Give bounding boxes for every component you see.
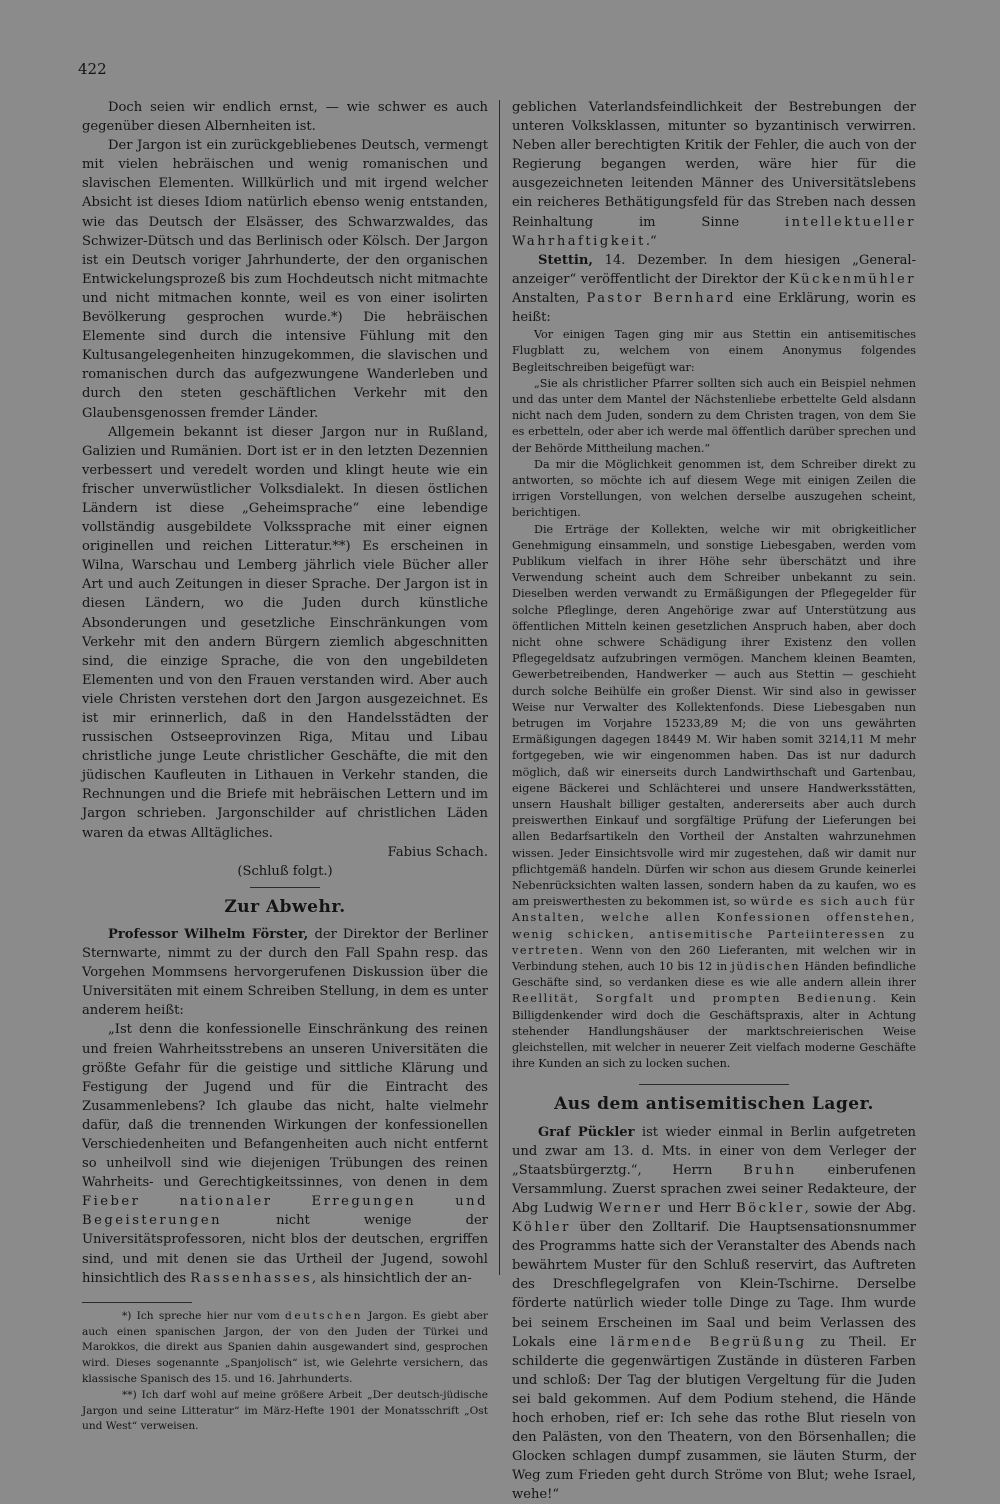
- stettin-spaced-2: Pastor Bernhard: [586, 290, 737, 306]
- decl-spaced-1: würde es sich auch für Anstalten, welche allen Konfessionen offenstehen, wenig schicken, antisemitische Parteiinteressen zu vertreten: [512, 895, 916, 957]
- stettin-text-a: 14. Dezember. In dem hiesigen „General-anzeiger“ veröffentlicht der Direktor der: [512, 252, 916, 287]
- quote-spaced-1: Fieber nationaler Erregungen und Begeisterungen: [82, 1194, 488, 1229]
- declaration-p1: Vor einigen Tagen ging mir aus Stettin ein antisemitisches Flugblatt zu, welchem von einem Anonymus folgendes Begleitschreiben beigefügt war:: [512, 328, 916, 374]
- left-column: [82, 98, 488, 1435]
- decl-text-d: . Kein Billigdenkender wird doch die Geschäftspraxis, alter in Achtung stehender Handlungshäuser der marktschreierischen Weise gleichstellen, mit welcher in neuerer Zeit vielfach moderne Geschäfte ihre Kunden an sich zu locken suchen.: [512, 992, 916, 1071]
- stettin-paragraph: [512, 251, 916, 327]
- decl-spaced-2: jüdischen: [731, 960, 801, 974]
- decl-text-b: . Wenn von den 260 Lieferanten, mit welchen wir in Verbindung stehen, auch 10 bis 12 in: [512, 943, 916, 974]
- footnote-1-b: Jargon. Es giebt aber auch einen spanischen Jargon, der von den Juden der Türkei und Marokkos, die direkt aus Spanien dahin ausgewandert sind, gesprochen wird. Dieses sogenannte „Spanjolisch“ ist, wie Gelehrte versichern, das klassische Spanisch des 15. und 16. Jahrhunderts.: [82, 1309, 488, 1385]
- g-text-b: einberufenen Versammlung. Zuerst sprachen zwei seiner Redakteure, der Abg Ludwig: [512, 1162, 916, 1216]
- pueckler-paragraph: [512, 1123, 916, 1504]
- decl-spaced-3: Reellität, Sorgfalt und prompten Bedienung: [512, 992, 873, 1006]
- g-text-e: über den Zolltarif. Die Hauptsensationsnummer des Programms hatte sich der Veranstalter des Abends nach bewährtem Muster für den Schluß reservirt, das Auftreten des Dreschflegelgrafen von Klein-Tschirne. Derselbe förderte natürlich wieder tolle Dinge zu Tage. Ihm wurde bei seinem Erscheinen im Saal und beim Verlassen des Lokals eine: [512, 1220, 916, 1350]
- cont-text-a: geblichen Vaterlandsfeindlichkeit der Bestrebungen der unteren Volksklassen, mitunter so byzantinisch verwirren. Neben aller berechtigten Kritik der Fehler, die auch von der Regierung begangen werden, wäre hier für die ausgezeichneten leitenden Männer des Universitätslebens ein reicheres Bethätigungsfeld für das Streben nach dessen Reinhaltung im Sinne: [512, 100, 916, 230]
- section-heading-lager: Aus dem antisemitischen Lager.: [554, 1094, 874, 1115]
- g-spaced-2: Werner: [598, 1200, 663, 1216]
- continued-note: (Schluß folgt.): [237, 863, 333, 879]
- footnote-1-a: *) Ich spreche hier nur vom: [122, 1309, 286, 1322]
- page-number: 422: [78, 60, 107, 78]
- g-spaced-4: Köhler: [512, 1220, 571, 1236]
- decl-text-c: Händen befindliche Geschäfte sind, so verdanken diese es wie alle andern allein ihrer: [512, 960, 916, 990]
- section-rule-2: [639, 1084, 789, 1085]
- foerster-name: Professor Wilhelm Förster,: [108, 926, 309, 942]
- cont-text-b: .“: [645, 233, 657, 249]
- jargon-paragraph-2: Allgemein bekannt ist dieser Jargon nur in Rußland, Galizien und Rumänien. Dort ist er in den letzten Dezennien verbessert und veredelt worden und klingt heute wie ein frischer unverwüstlicher Volksdialekt. In diesen östlichen Ländern ist diese „Geheimsprache“ eine lebendige vollständig ausgebildete Volkssprache mit einer eignen originellen und reichen Litteratur.**) Es erscheinen in Wilna, Warschau und Lemberg jährlich viele Bücher aller Art und auch Zeitungen in dieser Sprache. Der Jargon ist in diesen Ländern, wo die Juden durch künstliche Absonderungen und gesetzliche Einschränkungen vom Verkehr mit den andern Bürgern ziemlich abgeschnitten sind, die einzige Sprache, die von den ungebildeten Elementen und von den Frauen verstanden wird. Aber auch viele Christen verstehen dort den Jargon ausgezeichnet. Es ist mir erinnerlich, daß in den Handelsstädten der russischen Ostseeprovinzen Riga, Mitau und Libau christliche junge Leute christlicher Geschäfte, die mit den jüdischen Kaufleuten in Lithauen in Verkehr standen, die Rechnungen und die Briefe mit hebräischen Lettern und im Jargon schrieben. Jargonschilder auf christlichen Läden waren da etwas Alltägliches.: [82, 424, 488, 841]
- section-rule: [250, 887, 320, 888]
- declaration-p4: [512, 522, 916, 1073]
- stettin-dateline: Stettin,: [538, 252, 593, 268]
- quote-spaced-2: Rassenhasses: [190, 1270, 313, 1286]
- quote-text-a: „Ist denn die konfessionelle Einschränkung des reinen und freien Wahrheitsstrebens an unseren Universitäten die größte Gefahr für die geistige und sittliche Klärung und Festigung der Jugend und für die Eintracht des Zusammenlebens? Ich glaube das nicht, halte vielmehr dafür, daß die trennenden Wirkungen der konfessionellen Verschiedenheiten und Befangenheiten auch nicht entfernt so unheilvoll sind wie diejenigen Trübungen des reinen Wahrheits- und Gerechtigkeitssinnes, von denen in dem: [82, 1022, 488, 1191]
- cont-spaced: intellektueller Wahrhaftigkeit: [512, 214, 916, 249]
- stettin-spaced-1: Kückenmühler: [789, 271, 916, 287]
- quote-text-b: nicht wenige der Universitätsprofessoren, nicht blos der deutschen, ergriffen sind, und mit denen sie das Urtheil der Jugend, sowohl hinsichtlich des: [82, 1213, 488, 1286]
- footnote-2: **) Ich darf wohl auf meine größere Arbeit „Der deutsch-jüdische Jargon und seine Litteratur“ im März-Hefte 1901 der Monatsschrift „Ost und West“ verweisen.: [82, 1388, 488, 1433]
- right-column: [512, 98, 916, 1504]
- author-signature: Fabius Schach.: [387, 844, 488, 860]
- pueckler-name: Graf Pückler: [538, 1124, 635, 1140]
- quote-text-c: , als hinsichtlich der an-: [312, 1270, 472, 1286]
- footnote-1-spaced: deutschen: [285, 1309, 363, 1322]
- stettin-text-c: eine Erklärung, worin es heißt:: [512, 290, 916, 326]
- g-text-d: , sowie der Abg.: [804, 1200, 916, 1216]
- intro-paragraph: Doch seien wir endlich ernst, — wie schwer es auch gegenüber diesen Albernheiten ist.: [82, 100, 488, 135]
- foerster-quote: [82, 1020, 488, 1287]
- section-heading-abwehr: Zur Abwehr.: [224, 896, 346, 917]
- footnote-rule: [82, 1302, 192, 1303]
- foerster-paragraph: [82, 925, 488, 1020]
- declaration-p3: Da mir die Möglichkeit genommen ist, dem Schreiber direkt zu antworten, so möchte ich auf diesem Wege mit einigen Zeilen die irrigen Vorstellungen, von welchen derselbe auszugehen scheint, berichtigen.: [512, 457, 916, 520]
- foerster-text: der Direktor der Berliner Sternwarte, nimmt zu der durch den Fall Spahn resp. das Vorgehen Mommsens hervorgerufenen Diskussion über die Universitäten mit einem Schreiben Stellung, in dem es unter anderem heißt:: [82, 926, 488, 1019]
- jargon-paragraph: Der Jargon ist ein zurückgebliebenes Deutsch, vermengt mit vielen hebräischen und wenig romanischen und slavischen Elementen. Willkürlich und mit irgend welcher Absicht ist dieses Idiom natürlich ebenso wenig entstanden, wie das Deutsch der Elsässer, des Schwarzwaldes, das Schwizer-Dütsch und das Berlinisch oder Kölsch. Der Jargon ist ein Deutsch voriger Jahrhunderte, der den organischen Entwickelungsprozeß bis zum Hochdeutsch nicht mitmachte und nicht mitmachen konnte, weil es von einer isolirten Bevölkerung gesprochen wurde.*) Die hebräischen Elemente sind durch die intensive Fühlung mit den Kultusangelegenheiten hinzugekommen, die slavischen und romanischen durch das aufgezwungene Wanderleben und durch den steten geschäftlichen Verkehr mit den Glaubensgenossen fremder Länder.: [82, 138, 488, 421]
- g-spaced-5: lärmende Begrüßung: [610, 1334, 807, 1350]
- decl-text-a: Die Erträge der Kollekten, welche wir mit obrigkeitlicher Genehmigung einsammeln, und sonstige Liebesgaben, werden vom Publikum vielfach in ihrer Höhe sehr überschätzt und ihre Verwendung scheint auch dem Schreiber unbekannt zu sein. Dieselben werden verwandt zu Ermäßigungen der Pflegegelder für solche Pfleglinge, deren Angehörige zwar auf Unterstützung aus öffentlichen Mitteln keinen gesetzlichen Anspruch haben, aber doch nicht ohne schwere Schädigung ihrer Existenz den vollen Pflegegeldsatz aufzubringen vermögen. Manchem kleinen Beamten, Gewerbetreibenden, Handwerker — auch aus Stettin — geschieht durch solche Beihülfe ein großer Dienst. Wir sind also in gewisser Weise nur Verwalter des Kollektenfonds. Diese Liebesgaben nun betrugen im Vorjahre 15233,89 M; die von uns gewährten Ermäßigungen dagegen 18449 M. Wir haben somit 3214,11 M mehr fortgegeben, wie wir eingenommen haben. Das ist nur dadurch möglich, daß wir einerseits durch Landwirthschaft und Gartenbau, eigene Bäckerei und Schlächterei und unsere Handwerksstätten, unsern Haushalt billiger gestalten, andererseits aber auch durch preiswerthen Einkauf und sorgfältige Prüfung der Lieferungen bei allen Bedarfsartikeln den Vortheil der Anstalten wahrzunehmen wissen. Jeder Einsichtsvolle wird mir zugestehen, daß wir damit nur pflichtgemäß handeln. Dürfen wir schon aus diesem Grunde keinerlei Nebenrücksichten walten lassen, sondern haben da zu kaufen, wo es am preiswerthesten zu bekommen ist, so: [512, 522, 916, 909]
- footnote-1: [82, 1309, 488, 1388]
- g-spaced-3: Böckler: [736, 1200, 805, 1216]
- footnotes: [82, 1309, 488, 1435]
- declaration-block: [512, 327, 916, 1072]
- g-spaced-1: Bruhn: [743, 1162, 797, 1178]
- g-text-f: zu Theil. Er schilderte die gegenwärtigen Zustände in düsteren Farben und schloß: Der Tag der blutigen Vergeltung für die Juden sei bald gekommen. Auf dem Podium stehend, die Hände hoch erhoben, rief er: Ich sehe das rothe Blut rieseln von den Palästen, von den Theatern, von den Börsenhallen; die Glocken schlagen dumpf zusammen, sie läuten Sturm, der Weg zum Frieden geht durch Ströme von Blut; wehe Israel, wehe!“: [512, 1334, 917, 1503]
- g-text-a: ist wieder einmal in Berlin aufgetreten und zwar am 13. d. Mts. in einer von dem Verleger der „Staatsbürgerztg.“, Herrn: [512, 1124, 916, 1178]
- g-text-c: und Herr: [662, 1200, 737, 1216]
- stettin-text-b: Anstalten,: [512, 290, 587, 306]
- column-divider: [499, 100, 500, 1275]
- declaration-p2: „Sie als christlicher Pfarrer sollten sich auch ein Beispiel nehmen und das unter dem Mantel der Nächstenliebe erbettelte Geld alsdann nicht nach dem Juden, sondern zu dem Christen tragen, von dem Sie es erbetteln, oder aber ich werde mal öffentlich darüber sprechen und der Behörde Mittheilung machen.“: [512, 376, 916, 455]
- quote-continuation: [512, 98, 916, 251]
